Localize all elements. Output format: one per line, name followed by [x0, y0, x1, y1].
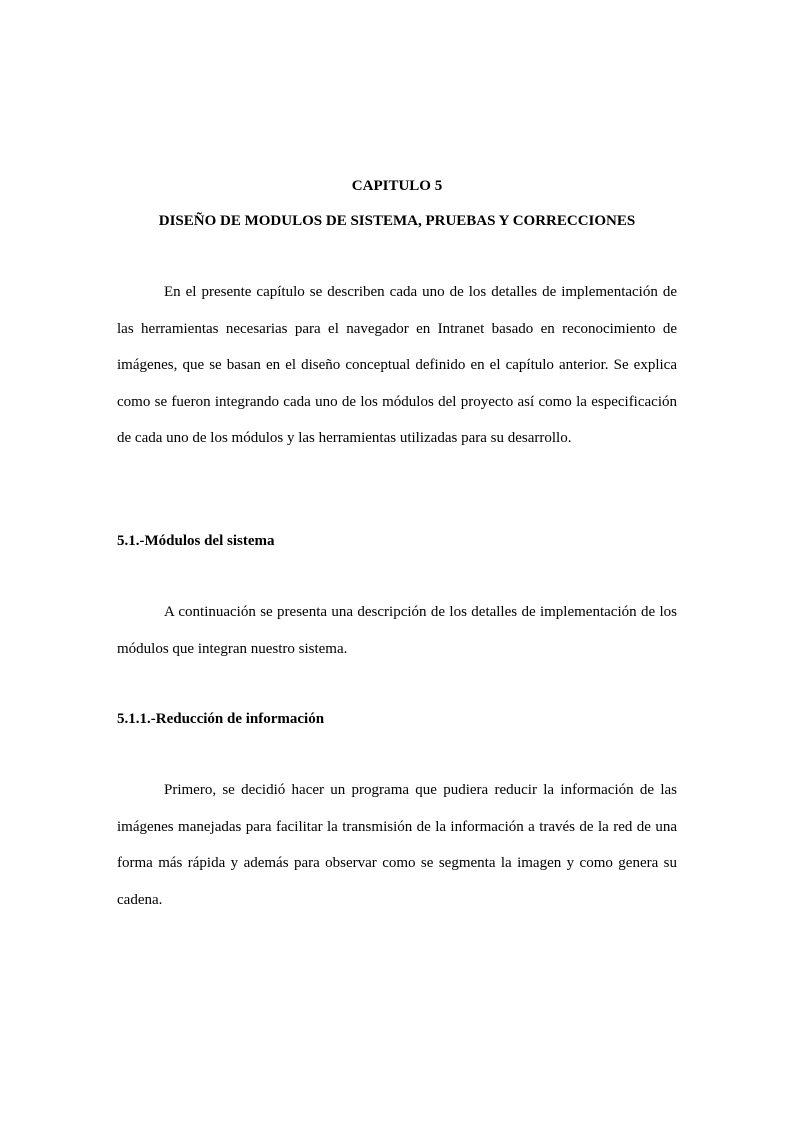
- intro-paragraph: En el presente capítulo se describen cada uno de los detalles de implementación de las herramientas necesarias para el navegador en Intranet basado en reconocimiento de imágenes, que se basan en el diseño conceptual definido en el capítulo anterior. Se explica como se fueron integrando cada uno de los módulos del proyecto así como la especificación de cada uno de los módulos y las herramientas utilizadas para su desarrollo.: [117, 284, 677, 446]
- section-heading-reduccion: 5.1.1.-Reducción de información: [117, 711, 325, 727]
- section-paragraph-modulos: A continuación se presenta una descripción de los detalles de implementación de los módulos que integran nuestro sistema.: [117, 604, 677, 657]
- section-paragraph-reduccion: Primero, se decidió hacer un programa que pudiera reducir la información de las imágenes manejadas para facilitar la transmisión de la información a través de la red de una forma más rápida y además para observar como se segmenta la imagen y como genera su cadena.: [117, 782, 677, 908]
- section-heading-modulos: 5.1.-Módulos del sistema: [117, 533, 275, 549]
- chapter-title: DISEÑO DE MODULOS DE SISTEMA, PRUEBAS Y CORRECCIONES: [158, 213, 636, 229]
- chapter-label: CAPITULO 5: [351, 178, 443, 194]
